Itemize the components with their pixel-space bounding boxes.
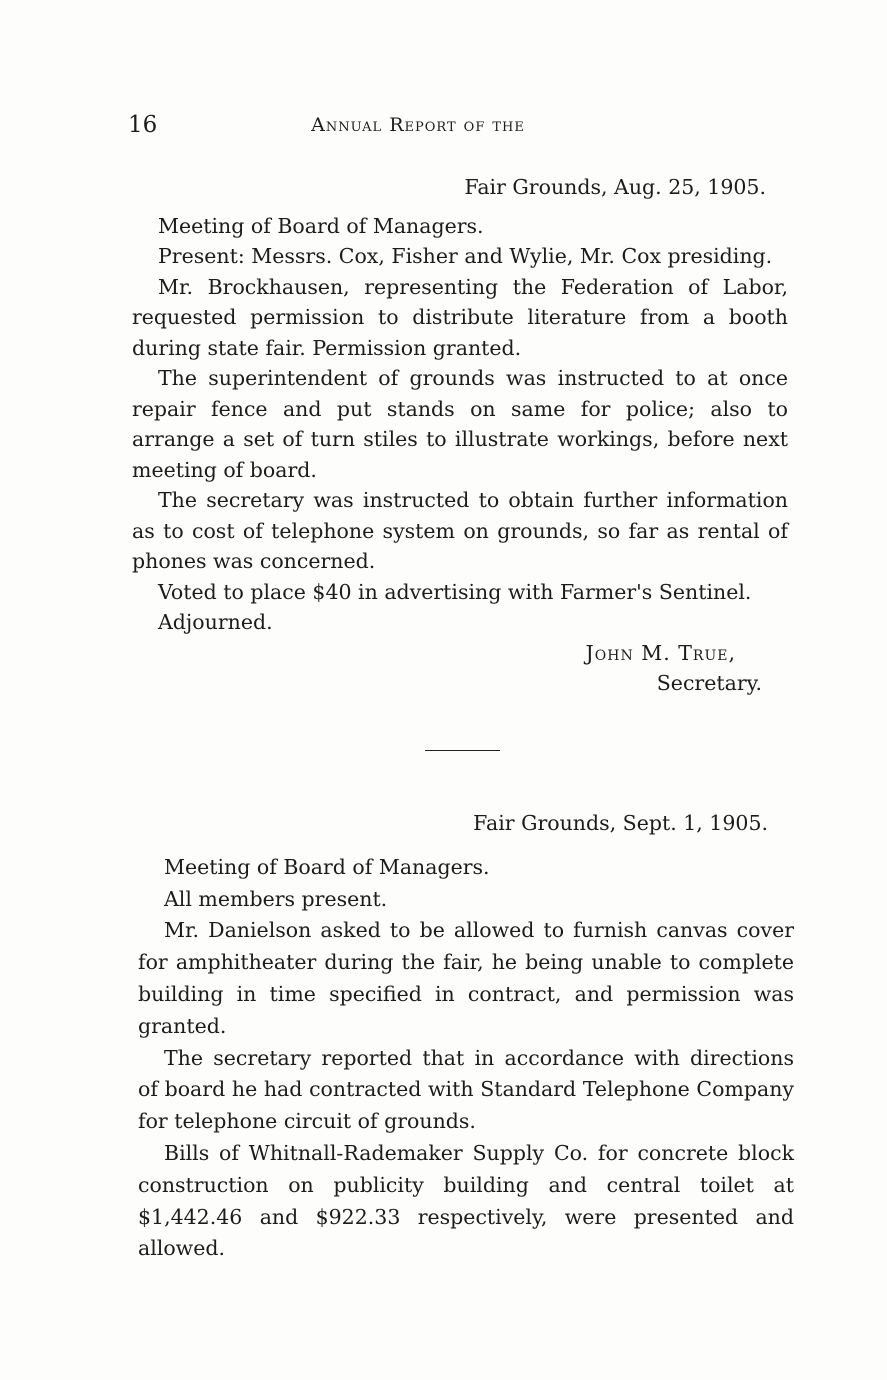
paragraph: The superintendent of grounds was instructed to at once repair fence and put stands on same for police; also to arrange a set of turn stiles to illustrate workings, before next meeting of board. bbox=[132, 366, 788, 482]
paragraph: Present: Messrs. Cox, Fisher and Wylie, Mr. Cox presiding. bbox=[158, 244, 773, 268]
signature-block bbox=[132, 638, 762, 699]
paragraph: The secretary was instructed to obtain further information as to cost of telephone system on grounds, so far as rental of phones was concerned. bbox=[132, 488, 788, 573]
signatory-title: Secretary. bbox=[656, 671, 762, 695]
page-number: 16 bbox=[128, 112, 158, 138]
paragraph: The secretary reported that in accordance with directions of board he had contracted with Standard Telephone Company for telephone circuit of grounds. bbox=[138, 1045, 794, 1134]
signatory-name: John M. True, bbox=[585, 640, 736, 665]
running-title: Annual Report of the bbox=[311, 114, 525, 136]
section-divider bbox=[425, 750, 500, 751]
meeting-date: Fair Grounds, Sept. 1, 1905. bbox=[473, 811, 768, 835]
paragraph: Mr. Danielson asked to be allowed to furnish canvas cover for amphitheater during the fair, he being unable to complete building in time specified in contract, and permission was granted. bbox=[138, 918, 794, 1038]
paragraph: Adjourned. bbox=[158, 610, 273, 634]
paragraph: Mr. Brockhausen, representing the Federation of Labor, requested permission to distribute literature from a booth during state fair. Permission granted. bbox=[132, 274, 788, 360]
page-header bbox=[128, 112, 768, 142]
minutes-sept-1 bbox=[138, 808, 794, 1265]
paragraph: Voted to place $40 in advertising with Farmer's Sentinel. bbox=[158, 579, 752, 604]
paragraph: Meeting of Board of Managers. bbox=[164, 854, 490, 879]
minutes-aug-25 bbox=[132, 172, 788, 699]
meeting-date: Fair Grounds, Aug. 25, 1905. bbox=[464, 175, 766, 199]
paragraph: All members present. bbox=[164, 886, 388, 911]
paragraph: Bills of Whitnall-Rademaker Supply Co. for concrete block construction on publicity building and central toilet at $1,442.46 and $922.33 respectively, were presented and allowed. bbox=[138, 1140, 794, 1261]
paragraph: Meeting of Board of Managers. bbox=[158, 213, 484, 238]
